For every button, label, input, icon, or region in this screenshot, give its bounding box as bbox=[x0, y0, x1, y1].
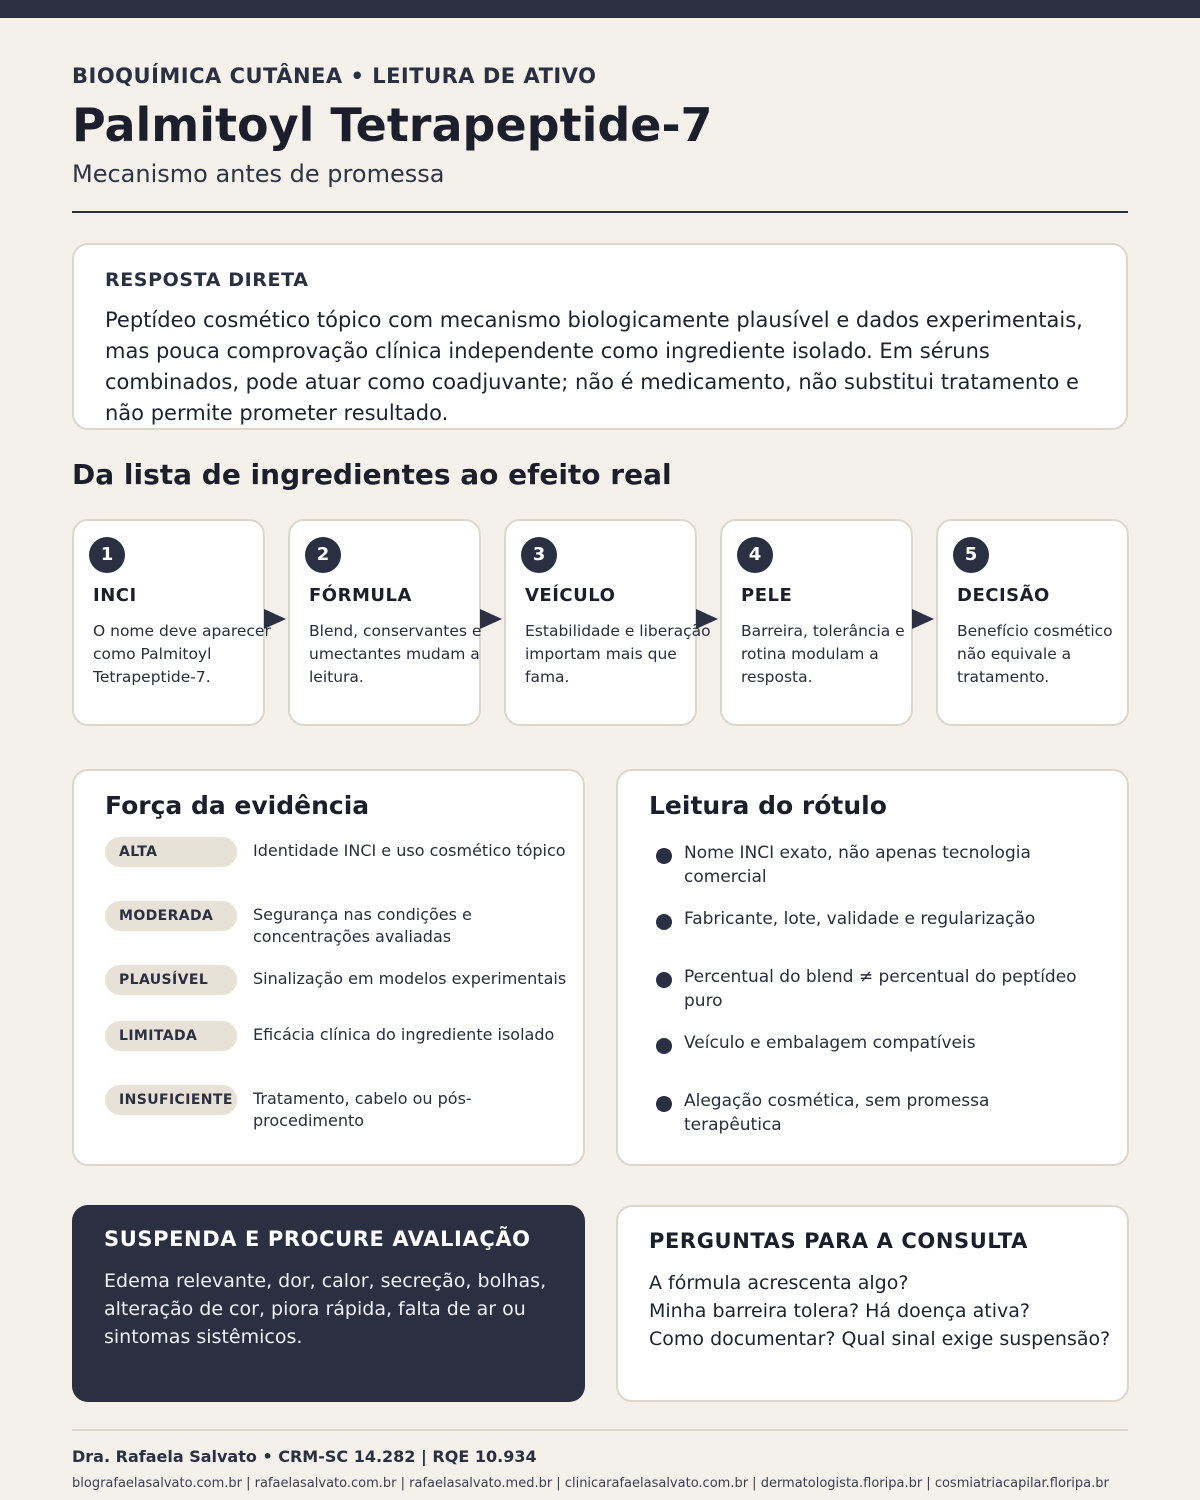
warning-label: SUSPENDA E PROCURE AVALIAÇÃO bbox=[104, 1227, 531, 1251]
bullet-icon bbox=[656, 914, 672, 930]
step-number-badge: 5 bbox=[953, 537, 989, 573]
arrow-right-icon bbox=[912, 609, 934, 629]
footer-divider bbox=[72, 1429, 1128, 1431]
evidence-text: Segurança nas condições e concentrações avaliadas bbox=[253, 905, 472, 946]
arrow-right-icon bbox=[264, 609, 286, 629]
question-line: Minha barreira tolera? Há doença ativa? bbox=[649, 1300, 1030, 1322]
label-reading-panel bbox=[616, 769, 1129, 1166]
step-description: O nome deve aparecer como Palmitoyl Tetrapeptide-7. bbox=[93, 622, 271, 686]
label-checklist-text: Percentual do blend ≠ percentual do peptídeo puro bbox=[684, 967, 1077, 1011]
header-divider bbox=[72, 211, 1128, 213]
label-checklist-text: Fabricante, lote, validade e regularização bbox=[684, 909, 1036, 929]
direct-answer-card bbox=[72, 243, 1128, 430]
page-subtitle: Mecanismo antes de promessa bbox=[72, 160, 445, 188]
step-description: Estabilidade e liberação importam mais que fama. bbox=[525, 622, 711, 686]
question-line: A fórmula acrescenta algo? bbox=[649, 1272, 909, 1294]
label-checklist-text: Nome INCI exato, não apenas tecnologia comercial bbox=[684, 843, 1031, 887]
label-panel-title: Leitura do rótulo bbox=[649, 791, 887, 820]
flow-step-veiculo bbox=[504, 519, 711, 726]
bullet-icon bbox=[656, 848, 672, 864]
flow-step-formula bbox=[288, 519, 481, 726]
step-name: INCI bbox=[93, 585, 137, 606]
bullet-icon bbox=[656, 972, 672, 988]
bullet-icon bbox=[656, 1096, 672, 1112]
footer-links: blografaelasalvato.com.br | rafaelasalvato.com.br | rafaelasalvato.med.br | clinicarafaelasalvato.com.br | dermatologista.floripa.br | cosmiatriacapilar.floripa.br bbox=[72, 1476, 1109, 1491]
step-number-badge: 4 bbox=[737, 537, 773, 573]
step-name: DECISÃO bbox=[957, 585, 1050, 606]
step-name: PELE bbox=[741, 585, 793, 606]
flow-step-decisao bbox=[936, 519, 1129, 726]
evidence-level-badge: LIMITADA bbox=[105, 1021, 237, 1051]
page-title: Palmitoyl Tetrapeptide-7 bbox=[72, 98, 713, 152]
evidence-level-badge: MODERADA bbox=[105, 901, 237, 931]
author-credentials: Dra. Rafaela Salvato • CRM-SC 14.282 | RQE 10.934 bbox=[72, 1447, 537, 1466]
step-number-badge: 2 bbox=[305, 537, 341, 573]
arrow-right-icon bbox=[696, 609, 718, 629]
evidence-panel-title: Força da evidência bbox=[105, 791, 370, 820]
evidence-level-badge: INSUFICIENTE bbox=[105, 1085, 237, 1115]
arrow-right-icon bbox=[480, 609, 502, 629]
questions-label: PERGUNTAS PARA A CONSULTA bbox=[649, 1229, 1029, 1253]
warning-card bbox=[72, 1205, 585, 1402]
flow-step-inci bbox=[72, 519, 271, 726]
question-line: Como documentar? Qual sinal exige suspensão? bbox=[649, 1328, 1111, 1350]
label-checklist-text: Alegação cosmética, sem promessa terapêutica bbox=[684, 1091, 990, 1135]
warning-text: Edema relevante, dor, calor, secreção, bolhas, alteração de cor, piora rápida, falta de ar ou sintomas sistêmicos. bbox=[104, 1270, 547, 1348]
consultation-questions-card bbox=[616, 1205, 1129, 1402]
step-name: FÓRMULA bbox=[309, 585, 412, 606]
evidence-text: Tratamento, cabelo ou pós-procedimento bbox=[253, 1089, 472, 1130]
step-description: Blend, conservantes e umectantes mudam a leitura. bbox=[309, 622, 482, 686]
direct-answer-label: RESPOSTA DIRETA bbox=[105, 269, 309, 291]
step-number-badge: 3 bbox=[521, 537, 557, 573]
evidence-text: Eficácia clínica do ingrediente isolado bbox=[253, 1025, 555, 1044]
flow-section-title: Da lista de ingredientes ao efeito real bbox=[72, 458, 672, 491]
evidence-level-badge: PLAUSÍVEL bbox=[105, 965, 237, 995]
step-name: VEÍCULO bbox=[525, 585, 616, 606]
top-bar bbox=[0, 0, 1200, 18]
page-kicker: BIOQUÍMICA CUTÂNEA • LEITURA DE ATIVO bbox=[72, 64, 597, 88]
evidence-text: Identidade INCI e uso cosmético tópico bbox=[253, 841, 566, 860]
bullet-icon bbox=[656, 1038, 672, 1054]
label-checklist-text: Veículo e embalagem compatíveis bbox=[684, 1033, 976, 1053]
step-number-badge: 1 bbox=[89, 537, 125, 573]
evidence-text: Sinalização em modelos experimentais bbox=[253, 969, 567, 988]
direct-answer-text: Peptídeo cosmético tópico com mecanismo biologicamente plausível e dados experimentais, mas pouca comprovação clínica independente como ingrediente isolado. Em séruns combinados, pode atuar como coadjuvante; não é medicamento, não substitui tratamento e não permite prometer resultado. bbox=[105, 308, 1083, 425]
step-description: Benefício cosmético não equivale a tratamento. bbox=[957, 622, 1113, 686]
step-description: Barreira, tolerância e rotina modulam a resposta. bbox=[741, 622, 905, 686]
evidence-level-badge: ALTA bbox=[105, 837, 237, 867]
flow-step-pele bbox=[720, 519, 913, 726]
evidence-strength-panel bbox=[72, 769, 585, 1166]
